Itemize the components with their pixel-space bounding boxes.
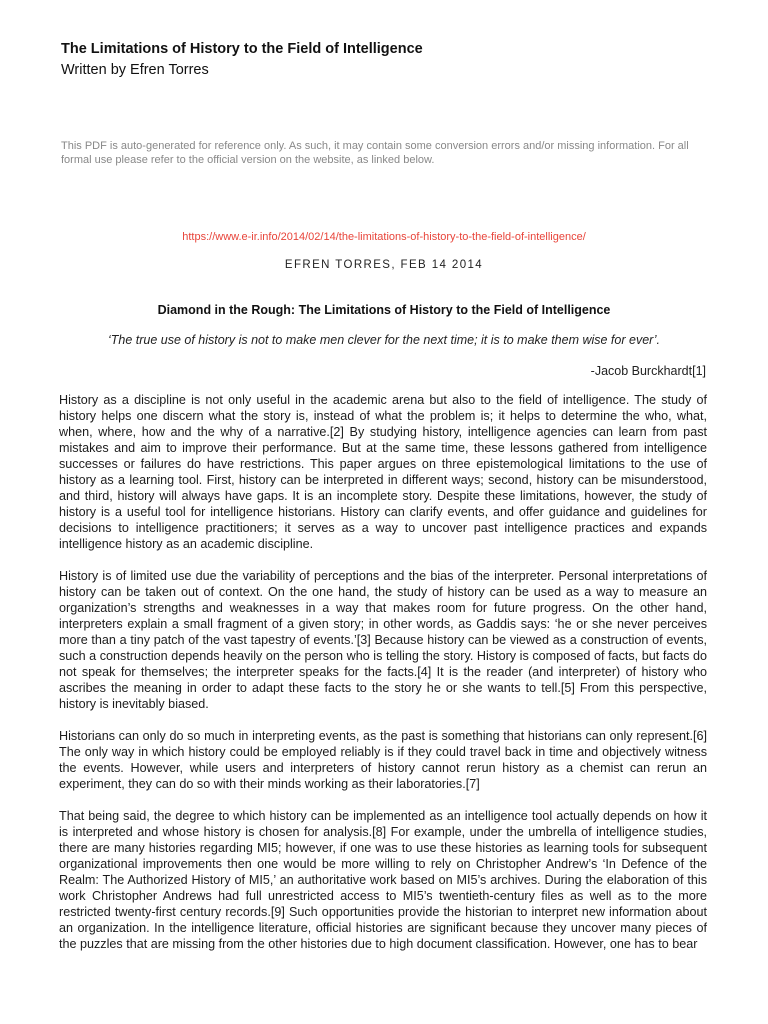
byline: EFREN TORRES, FEB 14 2014 <box>284 259 484 271</box>
body-paragraph-3: Historians can only do so much in interpreting events, as the past is something that historians can only represent.[6] The only way in which history could be employed reliably is if they could travel back in time and objectively witness the events. However, while users and interpreters of history cannot rerun history as a chemist can rerun an experiment, they can do so with their minds working as their laboratories.[7] <box>59 729 707 791</box>
body-paragraph-4: That being said, the degree to which history can be implemented as an intelligence tool actually depends on how it is interpreted and whose history is chosen for analysis.[8] For example, under the umbrella of intelligence studies, there are many histories regarding MI5; however, if one was to use these histories as learning tools for subsequent organizational improvements then one would be more willing to rely on Christopher Andrew’s ‘In Defence of the Realm: The Authorized History of MI5,’ an authoritative work based on MI5’s archives. During the elaboration of this work Christopher Andrews had full unrestricted access to MI5’s twentieth-century files as well as to the more restricted twenty-first century records.[9] Such opportunities provide the historian to interpret new information about an organization. In the intelligence literature, official histories are significant because they uncover many pieces of the puzzles that are missing from the other histories due to high document classification. However, one has to bear <box>59 809 707 951</box>
epigraph-quote: ‘The true use of history is not to make men clever for the next time; it is to make them wise for ever’. <box>107 333 661 347</box>
quote-attribution: -Jacob Burckhardt[1] <box>590 364 706 378</box>
author-line: Written by Efren Torres <box>61 62 209 78</box>
source-url-link[interactable]: https://www.e-ir.info/2014/02/14/the-limitations-of-history-to-the-field-of-intelligence/ <box>182 231 586 243</box>
pdf-disclaimer: This PDF is auto-generated for reference only. As such, it may contain some conversion errors and/or missing information. For all formal use please refer to the official version on the website, as linked below. <box>61 140 689 166</box>
document-title: The Limitations of History to the Field of Intelligence <box>61 41 423 57</box>
article-body <box>59 392 707 968</box>
body-paragraph-1: History as a discipline is not only useful in the academic arena but also to the field of intelligence. The study of history helps one discern what the story is, instead of what the problem is; it helps to determine the who, what, when, where, how and the why of a narrative.[2] By studying history, intelligence agencies can learn from past mistakes and aim to improve their performance. But at the same time, these lessons gathered from intelligence successes or failures do have restrictions. This paper argues on three epistemological limitations to the use of history as a learning tool. First, history can be interpreted in different ways; second, history can be misunderstood, and third, history will always have gaps. It is an incomplete story. Despite these limitations, however, the study of history is a useful tool for intelligence historians. History can clarify events, and offer guidance and guidelines for decisions to intelligence practitioners; it serves as a way to uncover past intelligence practices and expands intelligence history as an academic discipline. <box>59 393 707 551</box>
article-heading: Diamond in the Rough: The Limitations of History to the Field of Intelligence <box>157 303 611 317</box>
body-paragraph-2: History is of limited use due the variability of perceptions and the bias of the interpreter. Personal interpretations of history can be taken out of context. On the one hand, the study of history can be used as a way to measure an organization’s strengths and weaknesses in a way that makes room for future progress. On the other hand, interpreters explain a small fragment of a given story; in other words, as Gaddis says: ‘he or she never perceives more than a tiny patch of the vast tapestry of events.’[3] Because history can be viewed as a construction of events, such a construction depends heavily on the person who is telling the story. History is composed of facts, but facts do not speak for themselves; the interpreter speaks for the facts.[4] It is the reader (and interpreter) of history who ascribes the meaning in order to adapt these facts to the story he or she wants to tell.[5] From this perspective, history is inevitably biased. <box>59 569 707 711</box>
